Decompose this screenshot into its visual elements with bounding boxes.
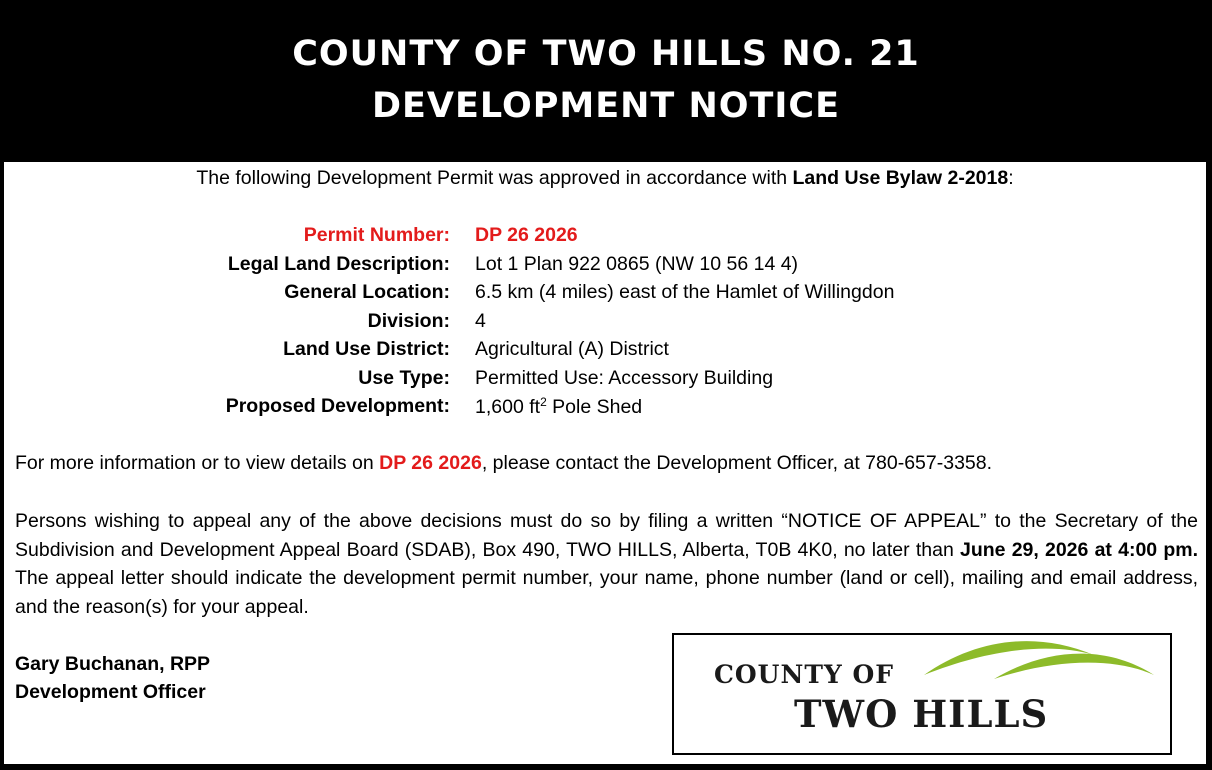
intro-prefix: The following Development Permit was approved in accordance with [196, 167, 793, 189]
proposed-development-size: 1,600 ft [475, 396, 541, 418]
division-value: 4 [475, 310, 486, 332]
legal-land-label: Legal Land Description: [227, 253, 450, 275]
county-logo [672, 633, 1172, 755]
use-type-label: Use Type: [358, 367, 450, 389]
signature-block [15, 650, 210, 706]
notice-header [0, 0, 1212, 162]
permit-number-value: DP 26 2026 [475, 224, 578, 246]
general-location-value: 6.5 km (4 miles) east of the Hamlet of Willingdon [475, 281, 895, 303]
use-type-value: Permitted Use: Accessory Building [475, 367, 774, 389]
info-prefix: For more information or to view details on [15, 452, 380, 474]
proposed-development-unit-exponent: 2 [540, 395, 547, 409]
info-permit-number: DP 26 2026 [379, 452, 482, 474]
signatory-name: Gary Buchanan, RPP [15, 653, 211, 675]
intro-text [4, 167, 1206, 190]
logo-text-line1: COUNTY OF [714, 660, 895, 689]
general-location-label: General Location: [284, 281, 450, 303]
intro-suffix: : [1008, 167, 1014, 189]
land-use-district-value: Agricultural (A) District [475, 338, 669, 360]
info-suffix: , please contact the Development Officer, at 780-657-3358. [481, 452, 993, 474]
legal-land-value: Lot 1 Plan 922 0865 (NW 10 56 14 4) [475, 253, 799, 275]
header-notice-title: DEVELOPMENT NOTICE [371, 86, 841, 126]
logo-hills-swoosh-front [994, 654, 1154, 679]
land-use-district-label: Land Use District: [283, 338, 450, 360]
logo-text-line2: TWO HILLS [794, 692, 1049, 736]
header-county-title: COUNTY OF TWO HILLS NO. 21 [292, 34, 920, 74]
notice-body [4, 162, 1209, 764]
bylaw-reference: Land Use Bylaw 2-2018 [792, 167, 1009, 189]
appeal-deadline: June 29, 2026 at 4:00 pm. [959, 538, 1198, 561]
division-label: Division: [367, 310, 450, 332]
proposed-development-value [475, 395, 642, 419]
permit-number-label: Permit Number: [303, 224, 450, 246]
county-logo-graphic [674, 635, 1170, 753]
proposed-development-label: Proposed Development: [225, 395, 450, 417]
proposed-development-type: Pole Shed [546, 396, 643, 418]
signatory-title: Development Officer [15, 681, 206, 703]
appeal-text-part2: The appeal letter should indicate the development permit number, your name, phone number (land or cell), mailing and email address, and the reason(s) for your appeal. [15, 538, 1209, 618]
appeal-paragraph [15, 507, 1209, 621]
appeal-text-part1: Persons wishing to appeal any of the above decisions must do so by filing a written “NOTICE OF APPEAL” to the Secretary of the Subdivision and Development Appeal Board (SDAB), Box 490, TWO HILLS, Alberta, T0B 4K0, no later than [15, 510, 1198, 561]
info-text [15, 452, 992, 475]
